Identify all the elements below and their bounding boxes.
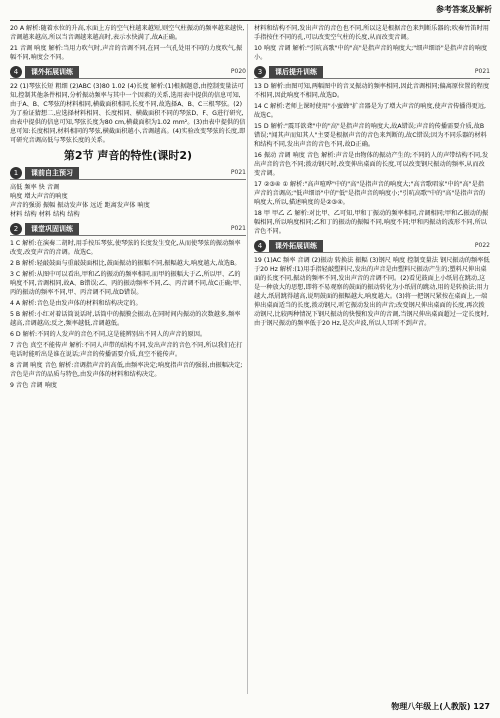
page-footer: 物理八年级上(人教版) 127 — [391, 702, 490, 711]
answer-15: 15 D 解析:"震耳欲聋"中的"高"是指声音的响度大,故A错误;声音的传播需要介质,故B错误;"闻其声而知其人"主要是根据声音的音色来判断的,故C错误;因为不同乐器的材料和结构不同,发出声音的音色不同,故D正确。 — [254, 123, 487, 148]
section-number: 1 — [10, 167, 22, 179]
section-header — [10, 166, 246, 180]
answer-9: 9 音色 音调 响度 — [10, 382, 57, 389]
preview-answers: 高低 频率 快 音调 响度 增大声音的响度 声音的强弱 振幅 振动发声体 远近 距离发声体 响度 材料 结构 材料 结构 结构 — [10, 184, 150, 218]
answer-16: 16 振动 音调 响度 音色 解析:声音是由物体的振动产生的;不同的人的声带结构不同,发出声音的音色不同;拨动钢尺时,改变伸出桌面的长度,可以改变钢尺振动的频率,从而改变音调。 — [254, 152, 489, 177]
page-ref: P021 — [230, 169, 246, 176]
answer-21: 21 音调 响度 解析:当用力吹气时,声音的音调不同,在同一气孔处用不同的力度吹气,振幅不同,响度会不同。 — [10, 45, 243, 61]
answer-17: 17 ②③④ ① 解析:"高声喧哗"中的"高"是指声音的响度大;"高音歌唱家"中的"高"是指声音的音调高;"低声细语"中的"低"是指声音的响度小;"引吭高歌"中的"高"是指声音的响度大,所以,描述响度的是②③④。 — [254, 181, 486, 206]
section-number: 4 — [254, 240, 266, 252]
answer-19: 19 (1)AC 频率 音调 (2)振动 转换法 振幅 (3)钢尺 响度 控制变量法 钢尺振动的频率低于20 Hz 解析:(1)用手指轻敲塑料尺,发出的声音是由塑料尺振动产生的;塑料尺伸出桌面的长度不同,振动的频率不同,发出声音的音调不同。(2)看见鼓面上小纸屑在跳动,这是一种放大的思想,即将不易观察的鼓面的振动转化为小纸屑的跳动,用的是转换法;用力越大,纸屑跳得越高,说明鼓面的振幅越大,响度越大。(3)将一把钢尺紧按在桌面上,一端伸出桌面适当的长度,拨动钢尺,听它振动发出的声音;改变钢尺伸出桌面的长度,再次拨动钢尺,比较两种情况下钢尺振动的快慢和发声的音调,当钢尺伸出桌面超过一定长度时,由于钢尺振动的频率低于20 Hz,是次声波,所以人耳听不到声音。 — [254, 257, 490, 327]
answer-1: 1 C 解析:在演奏二胡时,用手按压琴弦,使琴弦的长度发生变化,从而使琴弦的振动频率改变,改变声音的音调。故选C。 — [10, 240, 241, 256]
section-number: 4 — [10, 66, 22, 78]
page-header — [372, 4, 492, 20]
answer-22: 22 (1)琴弦长短 粗细 (2)ABC (3)80 1.02 (4)长度 解析:(1)根据题意,由控制变量法可知,控制其他条件相同,分析振动频率与其中一个因素的关系,选用表中提供的信息可知,由于A、B、C琴弦的材料相同,横截面积相同,长度不同,故选择A、B、C三根琴弦。(2)为了验证猜想二,应选择材料相同、长度相同、横截面积不同的琴弦D、F、G进行研究,由表中提供的信息可知,琴弦长度为80 cm,横截面积为1.02 mm²。(3)由表中提供的信息可知:长度相同,材料相同的琴弦,横截面积越小,音调越高。(4)实验改变琴弦的长度,即可研究音调高低与琴弦长度的关系。 — [10, 83, 246, 144]
section-header — [254, 65, 490, 79]
page-ref: P022 — [474, 242, 490, 249]
section-title: 课后提升训练 — [269, 66, 323, 78]
section-header — [10, 222, 246, 236]
left-column — [10, 24, 246, 392]
right-column — [254, 24, 490, 330]
answer-18: 18 甲 甲乙 乙 解析:对比甲、乙可知,甲和丁振动的频率相同,音调相同;甲和乙振动的振幅相同,所以响度相同;乙和丁的振动的振幅不同,响度不同;甲和丙振动的波形不同,所以音色不同。 — [254, 210, 489, 235]
header-title: 参考答案及解析 — [436, 5, 492, 14]
section-title: 课外拓展训练 — [269, 240, 323, 252]
answer-7: 7 音色 真空不能传声 解析:不同人声带的结构不同,发出声音的音色不同,所以我们在打电话时能听出是谁在说话;声音的传播需要介质,真空不能传声。 — [10, 342, 243, 358]
page-ref: P021 — [474, 68, 490, 75]
section-title: 课外拓展训练 — [25, 66, 79, 78]
section-title: 课前自主预习 — [25, 167, 79, 179]
section-number: 2 — [10, 223, 22, 235]
lesson-title: 第2节 声音的特性(课时2) — [63, 149, 193, 162]
answer-3: 3 C 解析:从图中可以看出,甲和乙的振动的频率相同,而甲的振幅大于乙,所以甲、乙的响度不同,音调相同,故A、B错误;乙、丙的振动频率不同,乙、丙音调不同,故C正确;甲、丙的振动的频率不同,甲、丙音调不同,故D错误。 — [10, 271, 246, 296]
answer-4: 4 A 解析:音色是由发声体的材料和结构决定的。 — [10, 300, 142, 307]
section-header — [10, 65, 246, 79]
column-divider — [247, 24, 248, 694]
answer-20: 20 A 解析:随着水位的升高,水面上方的空气柱越来越短,则空气柱振动的频率越来越快,音调越来越高,所以当音调越来越高时,表示水快满了,故A正确。 — [10, 25, 245, 41]
answer-14: 14 C 解析:老师上课时使用"小蜜蜂"扩音器是为了增大声音的响度,使声音传播得更远,故选C。 — [254, 103, 487, 119]
header-rule — [10, 20, 490, 21]
answer-6: 6 D 解析:不同的人发声的音色不同,这是能辨别出不同人的声音的原因。 — [10, 331, 207, 338]
answer-continued: 材料和结构不同,发出声音的音色也不同,所以这是根据音色来判断乐器的;吹奏竹笛时用手指按住不同的孔,可以改变空气柱的长度,从而改变音调。 — [254, 25, 489, 41]
page-ref: P021 — [230, 225, 246, 232]
answer-10: 10 响度 音调 解析:"引吭高歌"中的"高"是指声音的响度大;"细声细语"是指声音的响度小。 — [254, 45, 488, 61]
answer-13: 13 D 解析:由图可知,两幅图中的音叉振动的频率相同,因此音调相同;偏离原位置的程度不相同,因此响度不相同,故选D。 — [254, 83, 490, 99]
section-number: 3 — [254, 66, 266, 78]
answer-2: 2 B 解析:轻敲鼓面与重敲鼓面相比,鼓面振动的振幅不同,振幅越大,响度越大,故选B。 — [10, 260, 241, 267]
page-ref: P020 — [230, 68, 246, 75]
section-header — [254, 239, 490, 253]
answer-5: 5 B 解析:小红对着话筒说话时,话筒中的振膜会振动,在同时间内振动的次数越多,频率越高,音调越高;反之,频率越低,音调越低。 — [10, 311, 241, 327]
answer-8: 8 音调 响度 音色 解析:音调指声音的高低,由频率决定;响度指声音的强弱,由振幅决定;音色是声音的品质与特色,由发声体的材料和结构决定。 — [10, 362, 243, 378]
section-title: 课堂巩固训练 — [25, 223, 79, 235]
